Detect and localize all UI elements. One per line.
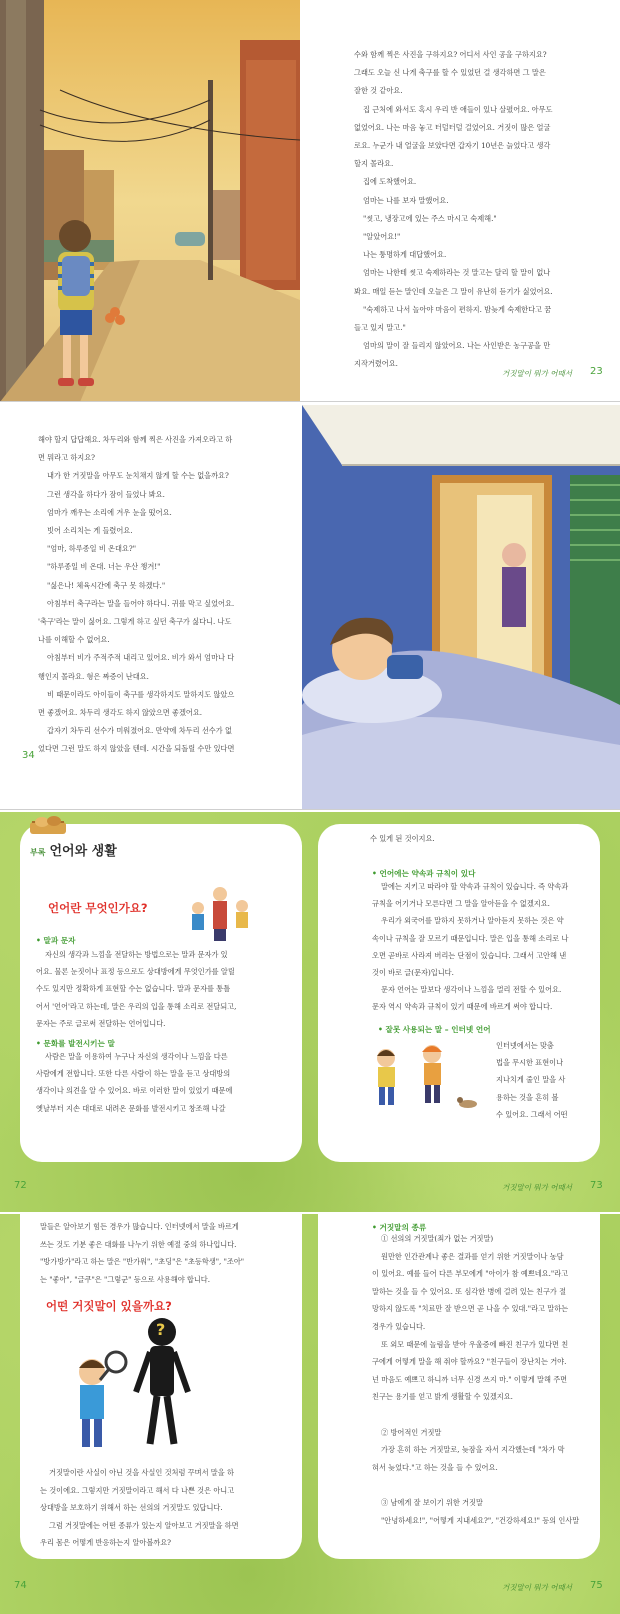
text-line: 혀서 늦었다."고 하는 것을 들 수 있어요.	[372, 1462, 498, 1472]
section-title	[30, 840, 117, 859]
page-number-right: 73	[590, 1180, 603, 1191]
text-line: '축구'라는 말이 싫어요. 그렇게 하고 싶던 축구가 싫다니. 나도	[38, 617, 232, 627]
text-line: 오면 곧바로 사라져 버리는 단점이 있습니다. 그래서 고안해 낸	[372, 950, 567, 960]
text-line	[372, 1406, 598, 1424]
subheading: • 문화를 발전시키는 말	[36, 1039, 115, 1048]
subheading: • 언어에는 약속과 규칙이 있다	[372, 869, 476, 878]
text-line: "싫은나! 체육시간에 축구 못 하겠다."	[47, 580, 166, 590]
text-line: 망하지 않도록 "치료만 잘 받으면 곧 나을 수 있대."라고 말하는	[372, 1304, 569, 1314]
text-line: "안녕하세요!", "어떻게 지내세요?", "건강하세요!" 등의 인사말	[381, 1515, 580, 1525]
text-line: 행인지 몰라요. 형은 짜증이 난대요.	[38, 671, 149, 681]
body-text	[354, 46, 604, 374]
text-line: 원만한 인간관계나 좋은 결과를 얻기 위한 거짓말이나 농담	[381, 1251, 564, 1261]
subheading: • 말과 문자	[36, 936, 76, 945]
text-line: 가장 흔히 하는 거짓말로, 늦잠을 자서 지각했는데 "차가 막	[381, 1445, 565, 1455]
text-line: 사람은 말을 이용하여 누구나 자신의 생각이나 느낌을 다른	[45, 1052, 228, 1061]
text-line: 그래도 오늘 신 나게 축구를 할 수 있었던 걸 생각하면 그 말은	[354, 68, 546, 78]
family-illustration	[186, 884, 256, 944]
text-line: 거짓말이란 사실이 아닌 것을 사실인 것처럼 꾸며서 말을 하	[49, 1468, 234, 1477]
text-line: 잘한 것 같아요.	[354, 86, 403, 96]
text-line: "방가방가"라고 하는 말은 "반가워", "초딩"은 "초등학생", "조아"	[40, 1257, 245, 1267]
text-line: 는 "좋아", "글쿠"은 "그렇군" 등으로 사용해야 합니다.	[40, 1274, 211, 1284]
text-line: 면 뭐라고 하지요?	[38, 453, 96, 463]
text-line: ② 방어적인 거짓말	[381, 1427, 442, 1437]
body-text	[36, 1048, 292, 1117]
text-line: 속이나 규칙을 잘 모르기 때문입니다. 말은 입을 통해 소리로 나	[372, 933, 569, 943]
text-line: 엄마의 말이 잘 들리지 않았어요. 나는 사인받은 농구공을 만	[363, 341, 551, 351]
text-line: 엄마는 나를 보자 말했어요.	[363, 195, 449, 205]
text-line: 문자 언어는 말보다 생각이나 느낌을 멀리 전할 수 있어요.	[381, 985, 562, 995]
bread-basket-icon	[28, 814, 68, 836]
text-line: "씻고, 냉장고에 있는 주스 마시고 숙제해."	[363, 213, 497, 223]
text-line: 수 있게 된 것이지요.	[370, 834, 435, 843]
text-line: 나를 이해할 수 없어요.	[38, 635, 110, 645]
text-line: 집에 도착했어요.	[363, 177, 417, 187]
text-line: "엄마, 하루종일 비 온대요?"	[47, 544, 137, 554]
text-line: 었다면 그런 말도 하지 않았을 텐데. 시간을 되돌릴 수만 있다면	[38, 744, 235, 754]
text-line: 내가 한 거짓말을 아무도 눈치채지 않게 할 수는 없을까요?	[47, 471, 229, 481]
page-number-left: 74	[14, 1580, 27, 1591]
text-line: 용하는 것을 흔히 볼	[496, 1092, 559, 1102]
book-spread-2	[0, 405, 620, 810]
text-line: 수 있어요. 그래서 어떤	[496, 1109, 568, 1119]
subheading: • 거짓말의 종류	[372, 1223, 427, 1232]
body-text	[372, 1230, 598, 1529]
text-line: 들고 있지 말고."	[354, 323, 406, 333]
text-line: 자신의 생각과 느낌을 전달하는 방법으로는 말과 문자가 있	[45, 950, 228, 959]
page-number: 23	[590, 366, 603, 377]
text-line: 우리가 외국어를 말하지 못하거나 알아듣지 못하는 것은 약	[381, 916, 564, 926]
text-line: 나는 퉁명하게 대답했어요.	[363, 250, 447, 260]
question-heading: 어떤 거짓말이 있을까요?	[46, 1299, 172, 1313]
text-line: 아침부터 비가 주적주적 내리고 있어요. 비가 와서 엄마나 다	[47, 653, 235, 663]
text-line: "하루종일 비 온대. 너는 우산 챙겨!"	[47, 562, 161, 572]
text-line: 문자는 주로 글로써 전달하는 언어입니다.	[36, 1018, 166, 1028]
text-line: 생각이나 의견을 알 수 있어요. 바로 이러한 말이 있었기 때문에	[36, 1086, 233, 1096]
book-spread-1	[0, 0, 620, 402]
running-head: 거짓말이 뭐가 어때서	[502, 1183, 572, 1192]
text-line: ③ 남에게 잘 보이기 위한 거짓말	[381, 1497, 483, 1507]
text-line: 상대방을 보호하기 위해서 하는 선의의 거짓말도 있답니다.	[40, 1503, 223, 1513]
text-line: 넌 마음도 예쁘고 하니까 너무 신경 쓰지 마." 이렇게 말해 주면	[372, 1374, 568, 1384]
text-line: 말들은 알아보기 힘든 경우가 많습니다. 인터넷에서 말을 바르게	[40, 1222, 239, 1231]
text-line: 아침부터 축구라는 말을 들어야 하다니. 귀를 막고 싶었어요.	[47, 598, 235, 608]
page-number-left: 72	[14, 1180, 27, 1191]
two-kids-illustration	[368, 1040, 486, 1116]
text-line	[372, 1476, 598, 1494]
text-line: 경우가 있습니다.	[372, 1321, 426, 1331]
text-line: 어요. 물론 눈짓이나 표정 등으로도 상대방에게 무엇인가를 알릴	[36, 967, 235, 977]
question-heading: 언어란 무엇인가요?	[48, 901, 148, 915]
subheading: • 잘못 사용되는 말 – 인터넷 언어	[378, 1025, 491, 1034]
text-line: 것이 바로 글(문자)입니다.	[372, 968, 454, 978]
text-line: 옛날부터 지손 대대로 내려온 문화를 발전시키고 창조해 나갈	[36, 1103, 226, 1113]
text-line: 우리 몸은 어떻게 반응하는지 알아볼까요?	[40, 1538, 172, 1548]
text-line: 없었어요. 나는 마음 놓고 터덜터덜 걸었어요. 거짓이 많은 얼굴	[354, 122, 551, 132]
page-number-right: 75	[590, 1580, 603, 1591]
text-line: 로요. 누군가 내 얼굴을 보았다면 갑자기 10년은 늙었다고 생각	[354, 141, 551, 151]
detective-illustration	[62, 1312, 202, 1452]
body-text	[40, 1464, 296, 1552]
running-head: 거짓말이 뭐가 어때서	[502, 1583, 572, 1592]
text-line: 어서 '언어'라고 하는데, 말은 우리의 입을 통해 소리로 전달되고,	[36, 1001, 237, 1011]
text-line: 법을 무시한 표현이나	[496, 1058, 564, 1068]
text-line: 인터넷에서는 맞춤	[496, 1041, 554, 1050]
running-head: 거짓말이 뭐가 어때서	[502, 369, 572, 378]
text-line: 말하는 것을 들 수 있어요. 또 심각한 병에 걸려 있는 친구가 절	[372, 1286, 567, 1296]
section-prefix: 부록	[30, 848, 46, 857]
body-text	[36, 946, 292, 1032]
text-line: 친구는 용기를 얻고 밝게 생활할 수 있겠지요.	[372, 1392, 513, 1402]
text-line: 엄마가 깨우는 소리에 겨우 눈을 떴어요.	[47, 507, 172, 517]
text-line: 갑자기 차두리 선수가 미워졌어요. 만약에 차두리 선수가 없	[47, 726, 232, 736]
text-line: 쓰는 것도 기분 좋은 대화를 나누기 위한 예절 중의 하나입니다.	[40, 1239, 237, 1249]
text-line: 그런 생각을 하다가 잠이 들었나 봐요.	[47, 489, 165, 499]
body-text	[40, 1218, 296, 1288]
text-line: 지나치게 줄인 말을 사	[496, 1075, 566, 1085]
text-line: 엄마는 나한테 씻고 숙제하라는 것 말고는 달리 할 말이 없나	[363, 268, 551, 278]
text-line: 빗어 소리치는 게 들렸어요.	[47, 526, 133, 536]
text-line: 봐요. 매일 듣는 말인데 오늘은 그 말이 유난히 듣기가 싫었어요.	[354, 286, 553, 296]
street-illustration	[0, 0, 300, 402]
text-line: 지작거렸어요.	[354, 359, 398, 369]
text-line: 는 것이에요. 그렇지만 거짓말이라고 해서 다 나쁜 것은 아니고	[40, 1485, 235, 1495]
book-spread-4	[0, 1214, 620, 1614]
page-number: 34	[22, 750, 35, 761]
book-spread-3	[0, 812, 620, 1212]
text-line: 해야 할지 답답해요. 차두리와 함께 찍은 사진을 가져오라고 하	[38, 435, 233, 444]
text-line: 이 있어요. 예를 들어 다른 부모에게 "아이가 참 예쁘네요."라고	[372, 1269, 569, 1279]
text-line: "알았어요!"	[363, 232, 401, 242]
text-line: 말에는 지키고 따라야 할 약속과 규칙이 있습니다. 즉 약속과	[381, 882, 569, 891]
section-title-text: 언어와 생활	[49, 844, 117, 859]
text-line: 집 근처에 와서도 혹시 우리 반 애들이 있나 살폈어요. 아무도	[363, 104, 553, 114]
text-line: ① 선의의 거짓말(죄가 없는 거짓말)	[381, 1234, 494, 1243]
question-mark-icon: ?	[156, 1320, 166, 1339]
text-line: 면 좋겠어요. 차두리 생각도 하지 않았으면 좋겠어요.	[38, 708, 203, 718]
text-line: "숙제하고 나서 놀아야 마음이 편하지. 밤늦게 숙제한다고 꿈	[363, 304, 552, 314]
body-text	[38, 431, 300, 759]
text-line: 또 외모 때문에 놀림을 받아 우울증에 빠진 친구가 있다면 친	[381, 1339, 569, 1349]
text-line: 사람에게 전합니다. 또한 다른 사람이 하는 말을 듣고 상대방의	[36, 1069, 231, 1079]
text-line: 수와 함께 찍은 사진을 구하지요? 어디서 사인 공을 구하지요?	[354, 50, 547, 59]
text-line: 그럼 거짓말에는 어떤 종류가 있는지 알아보고 거짓말을 하면	[49, 1520, 239, 1530]
text-line: 비 때문이라도 아이들이 축구를 생각하지도 말하지도 않았으	[47, 689, 235, 699]
bedroom-illustration	[302, 405, 620, 810]
text-line: 할지 몰라요.	[354, 159, 394, 169]
text-line: 수도 있지만 정확하게 표현할 수는 없습니다. 말과 문자를 통틀	[36, 984, 231, 994]
text-line: 문자 역시 약속과 규칙이 있기 때문에 바르게 써야 합니다.	[372, 1002, 553, 1012]
body-text	[370, 830, 590, 848]
text-line: 구에게 어떻게 말을 해 줘야 할까요? "친구들이 장난치는 거야.	[372, 1357, 567, 1367]
body-text	[496, 1037, 596, 1123]
text-line: 규칙을 어기거나 모른다면 그 말을 알아듣을 수 없겠지요.	[372, 899, 550, 909]
body-text	[372, 878, 596, 1016]
